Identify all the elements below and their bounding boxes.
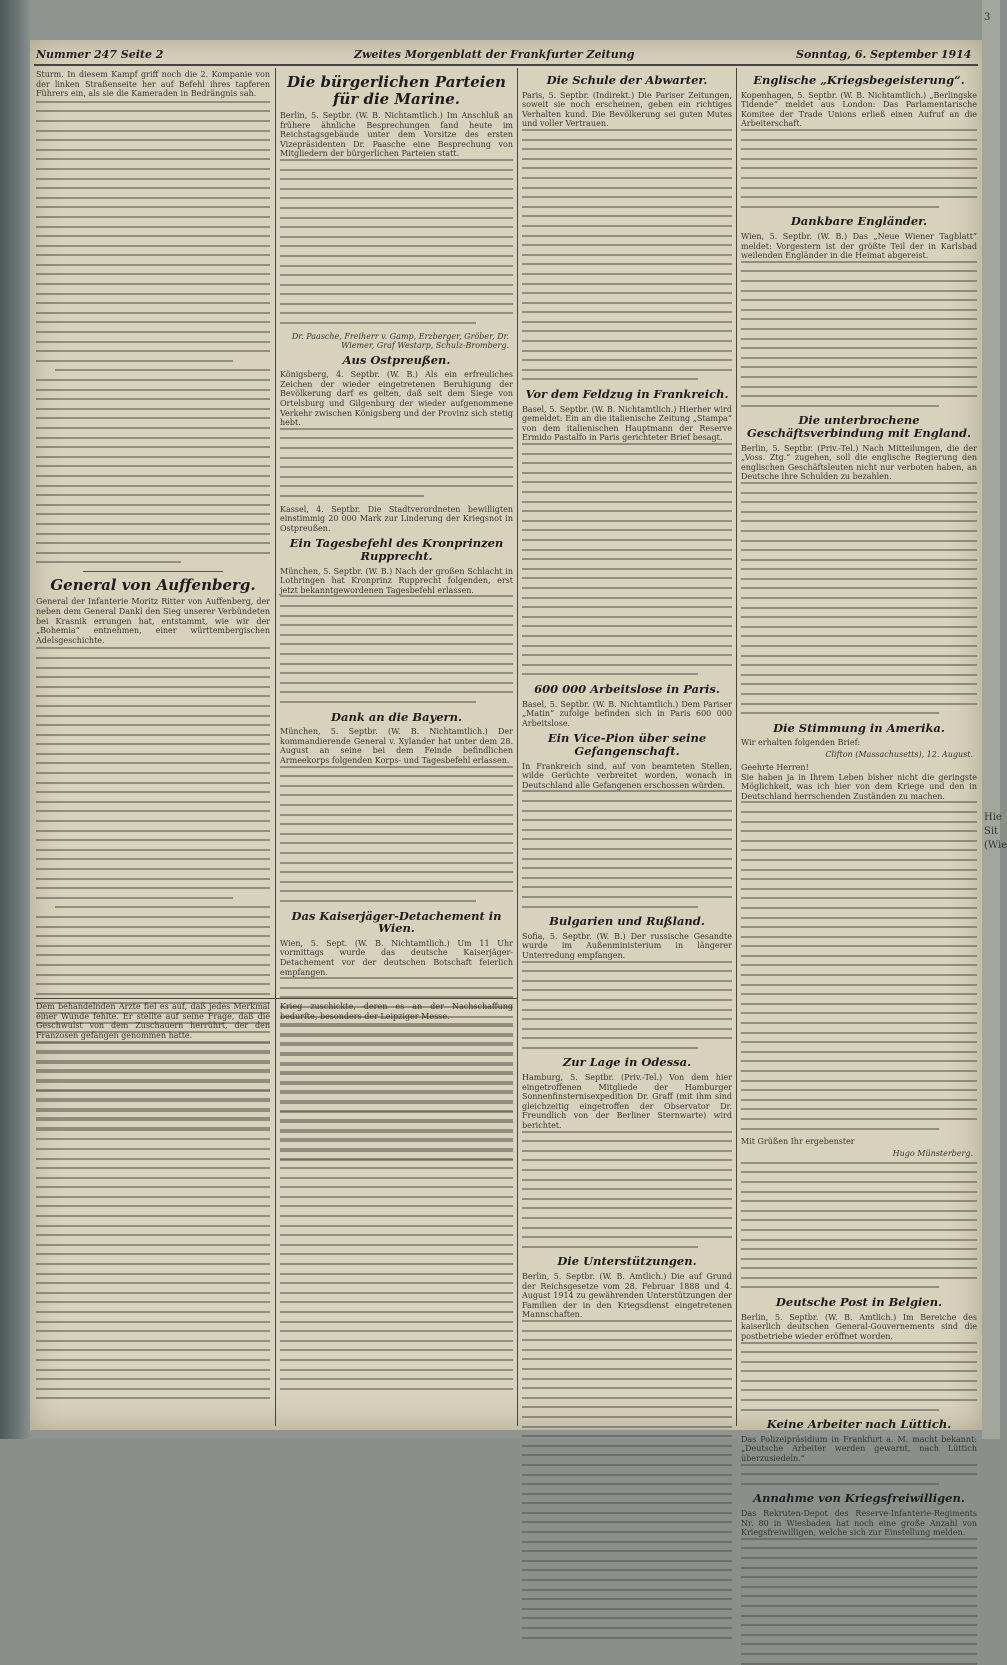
issue-number: Nummer 247 Seite 2: [36, 48, 164, 61]
article-text: Basel, 5. Septbr. (W. B. Nichtamtlich.) Dem Pariser „Matin“ zufolge befinden sich in Paris 600 000 Arbeitslose.: [522, 699, 732, 728]
headline: General von Auffenberg.: [50, 575, 256, 594]
text-block: [522, 961, 732, 1049]
article-text: Hamburg, 5. Septbr. (Priv.-Tel.) Von dem hier eingetroffenen Mitgliede der Hamburger Sonnenfinsternisexpedition Dr. Graff (mit ihm sind gleichzeitig eingetroffen der Observator Dr. Freundlich von der Berliner Sternwarte) wird berichtet.: [522, 1073, 732, 1131]
article-text: Berlin, 5. Septbr. (W. B. Amtlich.) Die auf Grund der Reichsgesetze vom 28. Februar 1888 und 4. August 1914 zu gewährenden Unterstützungen der Familien der in den Kriegsdienst eingetretenen Mannschaften.: [522, 1272, 732, 1320]
article-text: In Frankreich sind, auf von beamteten Stellen, wilde Gerüchte verbreitet worden, wonach in Deutschland alle Gefangenen erschossen würden.: [522, 761, 732, 790]
edge-fragment: Hie: [984, 812, 1002, 823]
article-text: Kopenhagen, 5. Septbr. (W. B. Nichtamtlich.) „Berlingske Tidende“ meldet aus London: Das Parlamentarische Komitee der Trade Unions erließ einen Aufruf an die Arbeiterschaft.: [741, 90, 977, 129]
text-block: [280, 595, 513, 703]
paper-title: Zweites Morgenblatt der Frankfurter Zeitung: [354, 48, 635, 61]
text-block: [741, 1538, 977, 1665]
headline: Bulgarien und Rußland.: [549, 914, 705, 929]
text-block: [741, 1162, 977, 1289]
letter-place: Clifton (Massachusetts), 12. August.: [825, 750, 973, 760]
feuilleton-text: Krieg zuschickte, deren es an der Nachschaffung bedurfte, besonders der Leipziger Messe.: [280, 1002, 513, 1021]
column-4: [741, 70, 977, 1538]
newspaper-page: [30, 40, 982, 1538]
masthead-rule: [34, 64, 978, 66]
signatories: Dr. Paasche, Freiherr v. Gamp, Erzberger, Gröber, Dr. Wiemer, Graf Westarp, Schulz-Bromberg.: [291, 331, 509, 350]
article-text: Berlin, 5. Septbr. (Priv.-Tel.) Nach Mitteilungen, die der „Voss. Ztg.“ zugehen, soll die englische Regierung den englischen Geschäftsleuten nicht nur verboten haben, an Deutsche ihre Schulden zu bezahlen.: [741, 443, 977, 482]
feuilleton-column-1: [36, 1002, 270, 1422]
text-block: [280, 159, 513, 324]
article-text: Sofia, 5. Septbr. (W. B.) Der russische Gesandte wurde im Außenministerium in längerer Unterredung empfangen.: [522, 931, 732, 960]
binding-spine: [0, 0, 30, 1439]
adjacent-page-edge: [982, 0, 1007, 1439]
column-2: [280, 70, 513, 996]
article-text: Wien, 5. Septbr. (W. B.) Das „Neue Wiener Tagblatt“ meldet: Vorgestern ist der größte Teil der in Karlsbad weilenden Engländer in die Heimat abgereist.: [741, 232, 977, 261]
article-text: Berlin, 5. Septbr. (W. B. Amtlich.) Im Bereiche des kaiserlich deutschen General-Gouvernements sind die postbetriebe wieder eröffnet worden.: [741, 1312, 977, 1341]
separator: [83, 571, 223, 572]
article-text: Paris, 5. Septbr. (Indirekt.) Die Pariser Zeitungen, soweit sie noch erscheinen, geben ein richtiges Verhalten kund. Die Bevölkerung sei guten Mutes und voller Vertrauen.: [522, 90, 732, 129]
text-block: [522, 443, 732, 675]
letter-closing: Mit Grüßen Ihr ergebenster: [741, 1137, 855, 1147]
article-text: Das Polizeipräsidium in Frankfurt a. M. macht bekannt: „Deutsche Arbeiter werden gewarnt, nach Lüttich überzusiedeln.“: [741, 1434, 977, 1464]
article-text: Das Rekruten-Depot des Reserve-Infanterie-Regiments Nr. 80 in Wiesbaden hat noch eine große Anzahl von Kriegsfreiwilligen, welche sich zur Einstellung melden.: [741, 1509, 977, 1538]
text-block: [522, 1320, 732, 1639]
headline: Vor dem Feldzug in Frankreich.: [525, 387, 729, 402]
letter-intro: Wir erhalten folgenden Brief:: [741, 738, 861, 748]
text-block: [522, 1131, 732, 1248]
headline: Dank an die Bayern.: [331, 709, 462, 724]
headline: Die unterbrochene Geschäftsverbindung mit England.: [746, 413, 972, 440]
feuilleton-text: Dem behandelnden Arzte fiel es auf, daß jedes Merkmal einer Wunde fehlte. Er stellte auf seine Frage, daß die Geschwulst von dem Zuschauern herrührt, der den Franzosen gefangen genommen hatte.: [36, 1002, 270, 1040]
headline: Deutsche Post in Belgien.: [775, 1295, 943, 1310]
headline: Die Stimmung in Amerika.: [773, 720, 945, 735]
article-text: General der Infanterie Moritz Ritter von Auffenberg, der neben dem General Dankl den Sieg unserer Verbündeten bei Krasnik errungen hat, entstammt, wie wir der „Bohemia“ entnehmen, einer württembergischen Adelsgeschichte.: [36, 597, 270, 645]
headline: Keine Arbeiter nach Lüttich.: [766, 1417, 952, 1432]
article-text: Kassel, 4. Septbr. Die Stadtverordneten bewilligten einstimmig 20 000 Mark zur Linderung der Kriegsnot in Ostpreußen.: [280, 504, 513, 533]
headline: Aus Ostpreußen.: [342, 352, 451, 367]
column-3: [522, 70, 732, 1426]
headline: Ein Vice-Pion über seine Gefangenschaft.: [547, 731, 707, 758]
edge-fragment: 3: [984, 12, 991, 23]
column-1: [36, 70, 270, 996]
feuilleton-column-2: [280, 1002, 513, 1422]
letter-salutation: Geehrte Herren!: [741, 763, 809, 773]
article-text: Basel, 5. Septbr. (W. B. Nichtamtlich.) Hierher wird gemeldet: Ein an die italienische Zeitung „Stampa“ von dem italienischen Hauptmann der Reserve Ermido Pastalfo in Paris gerichteter Brief besagt.: [522, 404, 732, 443]
text-block: [741, 261, 977, 407]
text-block: [741, 1464, 977, 1485]
article-text: Wien, 5. Sept. (W. B. Nichtamtlich.) Um 11 Uhr vormittags wurde das deutsche Kaiserjäger-Detachement vor der deutschen Botschaft feierlich empfangen.: [280, 938, 513, 977]
edge-fragment: Sit: [984, 826, 999, 837]
masthead: [36, 46, 976, 66]
headline: Das Kaiserjäger-Detachement in Wien.: [291, 908, 502, 936]
text-block: [522, 790, 732, 907]
edge-fragment: (Wie: [984, 840, 1007, 851]
article-text: Sturm. In diesem Kampf griff noch die 2. Kompanie von der linken Straßenseite her auf Befehl ihres tapferen Führers ein, als sie die Kameraden in Bedrängnis sah.: [36, 70, 270, 99]
text-block: [741, 1342, 977, 1411]
headline: Die bürgerlichen Parteien für die Marine.: [287, 73, 506, 108]
headline: Die Schule der Abwarter.: [546, 73, 708, 87]
column-rule-2: [517, 68, 518, 1426]
letter-text: Sie haben ja in Ihrem Leben bisher nicht die geringste Möglichkeit, was ich hier von dem Kriege und den in Deutschland herrschenden Zuständen zu machen.: [741, 772, 977, 801]
text-block: [280, 428, 513, 497]
headline: Ein Tagesbefehl des Kronprinzen Rupprecht.: [289, 536, 504, 564]
text-block: [36, 101, 270, 564]
headline: Zur Lage in Odessa.: [562, 1055, 692, 1070]
text-block: [741, 482, 977, 714]
text-block: [741, 801, 977, 1129]
article-text: Königsberg, 4. Septbr. (W. B.) Als ein erfreuliches Zeichen der wieder eingetretenen Beruhigung der Bevölkerung darf es gelten, daß seit dem Siege von Ortelsburg und Gilgenburg der wieder aufgenommene Verkehr zwischen Königsberg und der Provinz sich stetig hebt.: [280, 370, 513, 428]
headline: Die Unterstützungen.: [557, 1254, 697, 1269]
headline: Englische „Kriegsbegeisterung“.: [753, 73, 965, 87]
column-rule-1: [275, 68, 276, 1426]
headline: Dankbare Engländer.: [790, 214, 928, 229]
headline: Annahme von Kriegsfreiwilligen.: [753, 1491, 965, 1506]
article-text: München, 5. Septbr. (W. B.) Nach der großen Schlacht in Lothringen hat Kronprinz Rupprecht folgenden, erst jetzt bekanntgewordenen Tagesbefehl erlassen.: [280, 566, 513, 595]
text-block: [280, 1023, 513, 1390]
article-text: Berlin, 5. Septbr. (W. B. Nichtamtlich.) Im Anschluß an frühere ähnliche Besprechungen fand heute im Reichstagsgebäude unter dem Vorsitze des ersten Vizepräsidenten Dr. Paasche eine Besprechung von Mitgliedern der bürgerlichen Parteien statt.: [280, 111, 513, 159]
issue-date: Sonntag, 6. September 1914: [796, 48, 972, 61]
text-block: [522, 129, 732, 380]
headline: 600 000 Arbeitslose in Paris.: [534, 681, 720, 696]
text-block: [280, 766, 513, 902]
letter-signature: Hugo Münsterberg.: [892, 1148, 973, 1158]
column-rule-3: [736, 68, 737, 1426]
article-text: München, 5. Septbr. (W. B. Nichtamtlich.) Der kommandierende General v. Xylander hat unter dem 28. August an seine bei dem Feinde befindlichen Armeekorps folgenden Korps- und Tagesbefehl erlassen.: [280, 727, 513, 765]
text-block: [36, 1042, 270, 1399]
text-block: [741, 129, 977, 208]
